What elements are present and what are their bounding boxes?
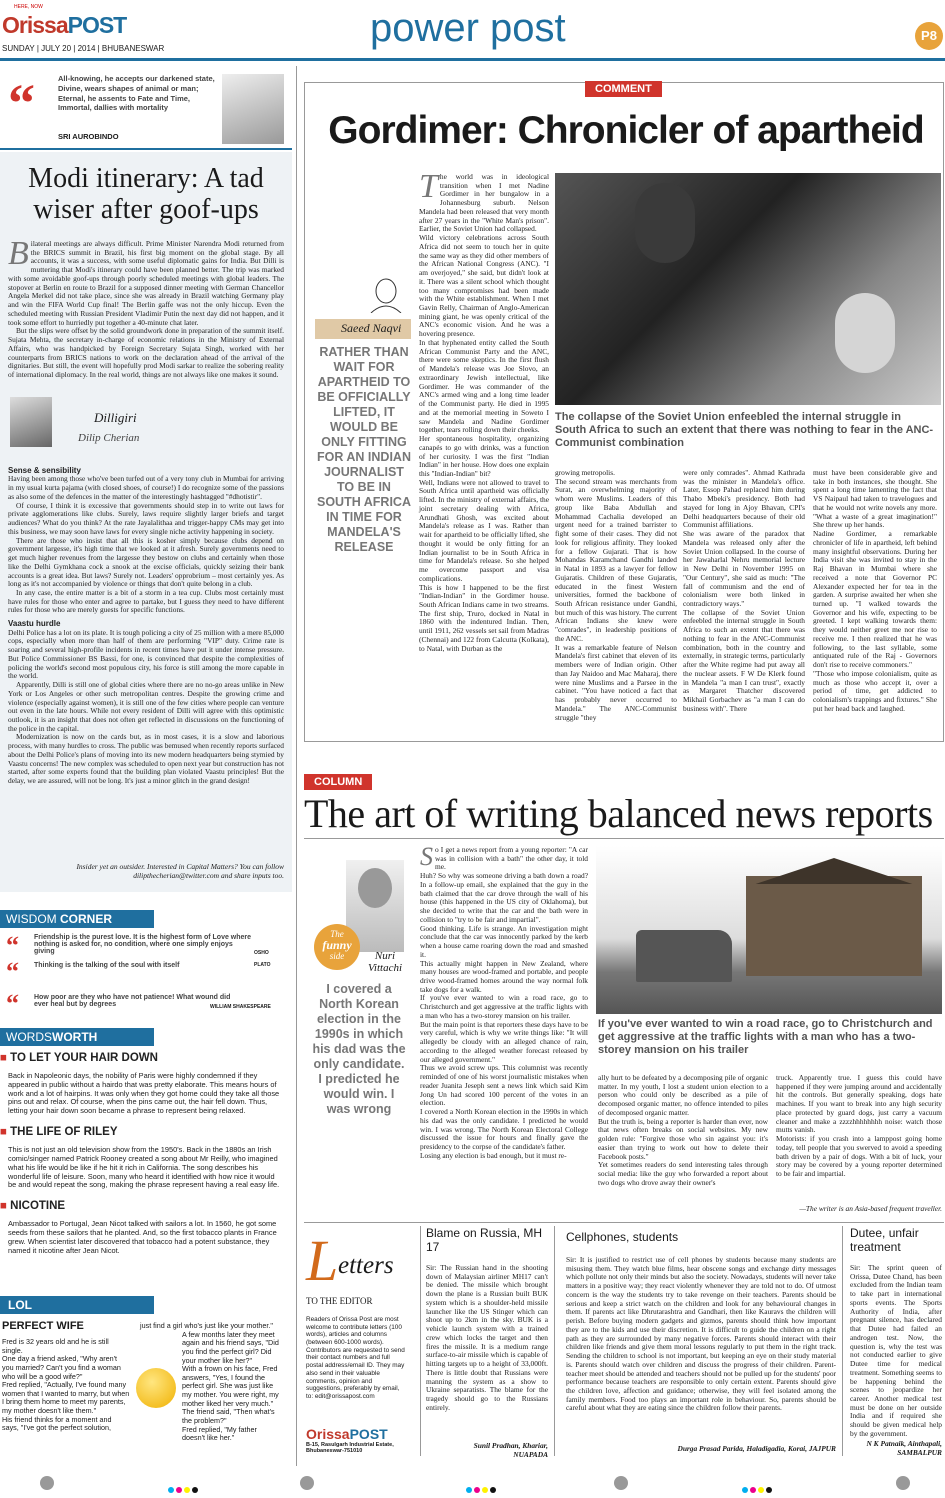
letters-address: B-15, Rasulgarh Industrial Estate, Bhubaneswar-751010	[306, 1442, 394, 1454]
news-headline: The art of writing balanced news reports	[304, 791, 933, 836]
wisdom-item: “ Thinking is the talking of the soul with itself PLATO	[6, 957, 271, 986]
letters-section-rule	[304, 1222, 944, 1223]
print-registration-bar	[0, 1472, 945, 1497]
letter-2-title: Cellphones, students	[566, 1230, 679, 1244]
divider	[0, 148, 292, 150]
letter-3-body: Sir: The sprint queen of Orissa, Dutee Chand, has been excluded from the Indian team to take part in international sports events. The Sports Authority of India, after pregnant silence, has declared that Dutee had failed an androgen test. Now, the question is, why the test was not conducted earlier to give Dutee time for medical treatment. Something seems to be happening behind the scenes to jeopardize her career. Another medical test must be done on her outside India and if required she should be given medical help by the government.	[850, 1263, 942, 1438]
letter-3-title: Dutee, unfair treatment	[850, 1226, 919, 1255]
lol-col-2: just find a girl who's just like your mother." A few months later they meet again and his friend says, "Did you find the perfect girl? Did your mother like her?" With a frown on his face, Fred answers, "Yes, I found the perfect girl. She was just like my mother. You were right, my mother liked her very much." The friend said, "Then what's the problem?" Fred replied, "My father doesn't like her."	[140, 1321, 279, 1443]
quote-box	[0, 70, 290, 148]
wisdom-corner-header: WISDOM CORNER	[0, 910, 154, 928]
phrase-title: ■ TO LET YOUR HAIR DOWN	[0, 1052, 158, 1064]
gordimer-article	[304, 82, 944, 742]
column-name: Dilligiri	[94, 410, 137, 425]
news-col-3: truck. Apparently true. I guess this could have happened if they were jumping around and accidentally hit the controls. But generally speaking, dogs hate machines. If you want to break into any high security place protected by guard dogs, just carry a vacuum cleaner and make a zzzzhhhhhhhh noise: watch those mutts vanish. Motorists: if you crash into a lamppost going home today, tell people that you swerved to avoid a speeding bath driven by a pair of dogs. With a bit of luck, your story may be covered by a young reporter determined to be fair and impartial.	[776, 1073, 942, 1179]
dilip-cherian-portrait	[10, 397, 52, 447]
brand-logo: OrissaPOST	[2, 12, 127, 38]
letters-title-rest: etters	[338, 1252, 394, 1279]
lol-header: LOL	[0, 1296, 154, 1314]
gordimer-author: Saeed Naqvi	[341, 321, 402, 335]
quote-mark-icon: “	[6, 931, 19, 960]
mandela-gordimer-photo	[555, 173, 941, 405]
quote-text: All-knowing, he accepts our darkened state, Divine, wears shapes of animal or man; Eternal, he assents to Fate and Time, Immortal, dallies with mortality	[58, 74, 215, 113]
funny-side-badge: The funny side	[314, 924, 360, 970]
phrase-body: This is not just an old television show from the 1950's. Back in the 1880s an Irish comic/singer named Patrick Rooney created a song about Mr Reilly, who imagined what his life would be like if he hit it rich in California. The song describes his wonderful life of leisure. Soon, many who heard it identified with how nice it would be and would repeat the song, making the phrase represent having a real easy life.	[8, 1144, 280, 1190]
gordimer-pullquote: RATHER THAN WAIT FOR APARTHEID TO BE OFFICIALLY LIFTED, IT WOULD BE ONLY FITTING FOR AN INDIAN JOURNALIST TO BE IN SOUTH AFRICA IN TIME FOR MANDELA'S RELEASE	[317, 345, 411, 554]
letters-subtitle: TO THE EDITOR	[306, 1296, 373, 1306]
registration-mark-icon	[40, 1476, 54, 1490]
letter-1-body: Sir: The Russian hand in the shooting down of Malaysian airliner MH17 can't be denied. The missile which brought down the plane is a Russian built BUK system which is a shoulder-held missile launcher like the US Stinger which can shoot up to 2km in the sky. BUK is a vehicle launch system with a trained crew which locks the target and then fires the missile. It is a medium range surface-to-air missile which is capable of hitting targets up to a height of 33,000ft. There is little doubt that Russians were manning the system as a show to Ukraine separatists. The blame for the tragedy should go to the Russians entirely.	[426, 1263, 548, 1412]
divider	[554, 1226, 555, 1456]
truck-house-trailer-photo	[596, 846, 942, 1014]
modi-footer: Insider yet an outsider. Interested in Capital Matters? You can follow dilipthecherian@twitter.com and share inputs too.	[76, 862, 284, 880]
color-dots	[466, 1480, 498, 1498]
news-col-1: So I get a news report from a young reporter: "A car was in collision with a bath" the other day, it told me. Huh? So why was someone driving a bath down a road? In a follow-up email, she explained that the guy in the bath claimed that the car drove through the wall of his house (this happened in the US city of Oklahoma), but she decided to write that the car and the bath were in collision to "try to be fair and impartial". Good thinking. Life is strange. An investigation might conclude that the car was innocently parked by the kerb when a house came roaring down the road and smashed it. This actually might happen in New Zealand, where many houses are wood-framed and portable, and people drive wood-framed homes around the way normal folk take dogs for a walk. If you've ever wanted to win a road race, go to Christchurch and get aggressive at the traffic lights with a man who has a two-storey mansion on his trailer. But the main point is that reporters these days have to be very careful, which is why we write things like: "It will allegedly be cloudy with an alleged chance of rain, according to the alleged weather forecast released by our alleged government." Thus we avoid screw ups. This columnist was recently reminded of one of his worst journalistic mistakes when reader Juanita Jeseph sent a news link which said Kim Jong Un had scored 100 percent of the votes in an election. I covered a North Korean election in the 1990s in which his dad was the only candidate. I predicted he would win. I was wrong. The North Korean Electoral College discussed the issue for hours and finally gave the presidency to the corpse of the candidate's father. Losing any election is bad enough, but it must re-	[420, 842, 588, 1160]
color-dots	[742, 1480, 774, 1498]
letter-1-signature: Sunil Pradhan, Khariar, NUAPADA	[473, 1441, 548, 1459]
quote-mark-icon: “	[8, 73, 35, 133]
phrase-body: Back in Napoleonic days, the nobility of Paris were highly condemned if they appeared in public without a hairdo that was pretty elaborate. This means hours of work and a lot of hairpins. It was only when they got home could they take all those pins out and relax. Of course, when the pins came out, the hair fell down. Thus, letting your hair down soon became a phrase to represent being relaxed.	[8, 1070, 280, 1116]
registration-mark-icon	[614, 1476, 628, 1490]
color-dots	[168, 1480, 200, 1498]
quote-mark-icon: “	[6, 989, 19, 1018]
wisdom-item: “ Friendship is the purest love. It is the highest form of Love where nothing is asked for, no condition, where one simply enjoys giving OSHO	[6, 931, 269, 960]
saeed-naqvi-portrait	[361, 273, 411, 313]
gordimer-headline: Gordimer: Chronicler of apartheid	[328, 109, 924, 152]
section-title: power post	[370, 6, 566, 50]
wordsworth-header: WORDSWORTH	[0, 1028, 154, 1046]
letters-title: L	[306, 1228, 339, 1293]
news-credit: —The writer is an Asia-based frequent traveller.	[799, 1204, 942, 1213]
comment-tag: COMMENT	[585, 81, 662, 97]
gordimer-col-2: growing metropolis. The second stream was merchants from Surat, an overwhelming majority of whom were Muslims. Leaders of this group like Baba Abdullah and Mohammad Cachalia developed an urgent need for a trained barrister to fight some of their cases. They did not look for religious affinity. They looked for a fellow Gujarati. That is how Mohandas Karamchand Gandhi landed in Natal in 1893 as a lawyer for fellow Gujaratis. Children of these Gujaratis, educated in the finest Western universities, formed the backbone of South African resistance under Gandhi, but much of this was history. The current African Indians she knew were "comrades", in leadership positions of the ANC. It was a remarkable feature of Nelson Mandela's first cabinet that eleven of its members were of Indian origin. Other than Jay Naidoo and Mac Maharaj, there were nine Muslims and a Parsee in the cabinet. "You have noticed a fact that has probably never occurred to Mandela." The ANC-Communist struggle "they	[555, 468, 677, 722]
wisdom-item: “ How poor are they who have not patience! What wound did ever heal but by degrees WILLIAM SHAKESPEARE	[6, 989, 271, 1018]
column-author: Dilip Cherian	[78, 432, 140, 444]
letter-2-body: Sir: It is justified to restrict use of cell phones by students because many students are misusing them. They watch blue films, hear obscene songs and exchange dirty messages which pollute not only their minds but also the society. Nowadays, students will never take matters in a positive way; they react violently whenever they are told not to do. Of utmost concern is the way the students try to take revenge on their teachers. Parents should be serious and keep a strict watch on the children and look for any behavioural changes in them. If parents act like Dhrutarashtra and Gandhari, then like Kauravs the children will perish. Before buying modern gadgets and gizmos, parents should think how important they are to the kids and use their discretion. It is difficult to guide the children on a right path as they are surrounded by many negative forces. Parents should interact with their children like friends and give them moral lessons regularly to put them in the right track. Sending the children to school is not important, but keeping an eye on their study material is. Parents should watch over children and discuss the progress of their children. Parent-teacher meet should be attended and teachers should not be pulled up for the students' poor performance because teachers are responsible to only certain extent. Parents should give the children love, affection and guidance; otherwise, they will feel isolated among the family members. Food too plays an important role in behaviour. So, parents should be careful about what they are eating since the children follow their parents.	[566, 1255, 836, 1413]
modi-headline: Modi itinerary: A tad wiser after goof-ups	[28, 163, 264, 225]
modi-body-1: Bilateral meetings are always difficult. Prime Minister Narendra Modi returned from the BRICS summit in Brazil, his first big moment on the global stage. By all accounts, it was a success, with some useful diplomatic gains for India. But Dilli is muttering that Modi's itinerary could have been planned better. The trip was marked with some avoidable goof-ups through poorly scheduled meetings with global leaders. The stopover at Berlin en route to Brazil for a supposed dinner meeting with German Chancellor Angela Merkel did not take place, since she was already in Brazil watching Germany play and win the FIFA World Cup final! The Berlin gaffe was not the only hiccup. Even the scheduled meeting with Russian President Vladimir Putin the next day did not happen, and it took some effort to hurriedly put together a 40-minute chat later. But the slips were offset by the solid groundwork done in preparation of the summit itself. Sujata Mehta, the secretary in-charge of economic relations in the Ministry of External Affairs, who was handpicked by Foreign Secretary Sujata Singh, worked with her counterparts from BRICS nations to work on the declaration ahead of the arrival of the dignitaries. But still, the event will hopefully prod Modi sarkar to realize the sobering reality of international diplomacy. In the real world, things are not always like one makes it sound.	[8, 235, 284, 380]
gordimer-col-4: must have been considerable give and take in both instances, she thought. She spent a long time lamenting the fact that VS Naipaul had taken to travelogues and that he would not write novels any more. "What a waste of a great imagination!" She threw up her hands. Nadine Gordimer, a remarkable chronicler of life in apartheid, left behind many insightful observations. During her India visit she was invited to stay in the Raj Bhavan in Mumbai where she received a note that Governor PC Alexander expected her for tea in the garden. A surprise awaited her when she turned up. "I walked towards the Governor and his wife, expecting to be greeted. I kept walking towards them: they would neither greet me nor rise to receive me. I then realized that he was following, to the last syllable, some antiquated rule of the Raj - Governors don't rise to receive commoners." "Those who impose colonialism, quite as much as those who accept it, over a period of time, get addicted to colonialism's trappings and fixtures." She put her head back and laughed.	[813, 468, 937, 713]
masthead-rule	[0, 58, 945, 61]
lol-col-1: Fred is 32 years old and he is still single. One day a friend asked, "Why aren't you married? Can't you find a woman who will be a good wife?" Fred replied, "Actually, I've found many women that I wanted to marry, but when I bring them home to meet my parents, my mother doesn't like them." His friend thinks for a moment and says, "I've got the perfect solution,	[2, 1337, 130, 1433]
phrase-title: ■ THE LIFE OF RILEY	[0, 1126, 118, 1139]
quote-mark-icon: “	[6, 957, 19, 986]
wordsworth-content	[0, 1050, 284, 1256]
dateline: SUNDAY | JULY 20 | 2014 | BHUBANESWAR	[2, 44, 165, 53]
page-number-badge: P8	[915, 22, 943, 50]
lol-title: PERFECT WIFE	[2, 1320, 84, 1332]
phrase-title: ■ NICOTINE	[0, 1200, 66, 1213]
brand-tagline: HERE, NOW	[14, 4, 43, 10]
letters-logo: OrissaPOST	[306, 1426, 388, 1442]
letter-1-title: Blame on Russia, MH 17	[426, 1226, 543, 1255]
letters-info: Readers of Orissa Post are most welcome to contribute letters (100 words), articles and columns (between 600-1000 words). Contributors are requested to send their contact numbers and full postal address/email ID. They may also send in their valuable comments, opinion and suggestions, preferably by email, to: edit@orissapost.com	[306, 1316, 405, 1400]
divider	[420, 1226, 421, 1456]
modi-article	[0, 152, 292, 892]
divider	[296, 66, 297, 1466]
aurobindo-portrait	[222, 74, 284, 144]
letter-3-signature: N K Patnaik, Ainthapali, SAMBALPUR	[866, 1439, 942, 1457]
quote-author: SRI AUROBINDO	[58, 132, 119, 141]
divider	[842, 1226, 843, 1456]
news-photo-caption: If you've ever wanted to win a road race, go to Christchurch and get aggressive at the traffic lights with a man who has a two-storey mansion on his trailer	[598, 1018, 933, 1057]
news-headline-rule	[304, 838, 944, 839]
wisdom-list	[0, 932, 280, 1026]
phrase-body: Ambassador to Portugal, Jean Nicot talked with sailors a lot. In 1560, he got some seeds from these sailors that he planted. And, so the first tobacco plants in France grew. When scientist later discovered that tobacco had a potent substance, they named it nicotine after Jean Nicot.	[8, 1219, 277, 1255]
news-pullquote: I covered a North Korean election in the 1990s in which his dad was the only candidate. I predicted he would win. I was wrong	[312, 982, 406, 1116]
gordimer-col-3: were only comrades". Ahmad Kathrada was the minister in Mandela's office. Later, Essop Pahad replaced him during Thabo Mbeki's presidency. Both had stayed for long in Ajoy Bhavan, CPI's Delhi headquarters because of their old Communist affiliations. She was aware of the paradox that Mandela was released only after the Soviet Union collapsed. In the course of her Jawaharlal Nehru memorial lecture in New Delhi in November 1995 on "Our Century", she said as much: "The fall of communism and the end of colonialism were both linked in contradictory ways." The collapse of the Soviet Union enfeebled the internal struggle in South Africa to such an extent that there was nothing to fear in the ANC-Communist combination, both in the country and externally, in strategic terms, particularly after the White regime had put away all the nuclear assets. F W De Klerk found in Mandela "a man I can trust", exactly as Margaret Thatcher discovered Mikhail Gorbachev as "a man I can do business with". There	[683, 468, 805, 713]
column-tag: COLUMN	[304, 774, 372, 790]
news-author: Nuri Vittachi	[368, 950, 403, 975]
modi-body-2: Sense & sensibility Having been among those who've been turfed out of a very tony club in Mumbai for arriving in my usual kurta pajama (with closed shoes, of course!) I do recognize some of the passions as also some of the defences in the matter of the interestingly hashtagged "#dhotistir". Of course, I think it is excessive that governments should step in to write out laws for private agglomerations like clubs. Surely, laws require slightly larger briefs and target audiences? What do you think? At the rate Jayalalithaa and trigger-happy CMs may get into this business, we may soon have laws for every single niche activity happening in society. There are those who insist that all this is kosher simply because clubs depend on government largesse, it's high time that we looked at it afresh. Surely governments need to get much higher revenues from the largesse they bestow on clubs and certainly when those like the Delhi Gymkhana cock a snook at the excise officials, quickly seizing their bank accounts is a great idea. But laws? Surely not. Leaders' opprobrium – most certainly yes. As long as it's not accompanied by violence or things that don't quite belong in a club. In any case, the entire matter is a bit of a storm in a tea cup. Clubs most certainly must have rules for those who enter and agree to partake, but I guess they need to have different rules for those who are merely guests for specific functions. Vaastu hurdle Delhi Police has a lot on its plate. It is tough policing a city of 25 million with a mere 85,000 cops, especially when more than half of them are performing "VIP" duty. Crime rate is soaring and several high-profile incidents in recent times have put it under intense pressure. But Police Commissioner BS Bassi, for one, is convinced that despite the complexities of policing the world's second most populous city, his force is still among the more capable in the world. Apparently, Dilli is still one of global cities where there are no no-go areas unlike in New York or Los Angeles or other such metropolitan centres. Despite the growing crime and violence (especially against women), it is still one of the few cities where people can venture out even in the late hours. While not every resident of Dilli will agree with this optimistic outlook, it is an insight that does not often get reflected in discussions on the functioning of the police in the capital. Modernization is now on the cards but, as in most cases, it is a slow and laborious process, with many hurdles to cross. The public was bemused when recently reports surfaced about the Delhi Police's plans of moving into its new modern headquarters being stymied by Vaastu concerns! The new complex was scheduled to open next year but construction has not started, after some experts found that the building plan violated Vaastu principles! But the delay, we are assured, will not be long. It's just a minor glitch in the grand design!	[8, 466, 284, 786]
masthead	[0, 0, 945, 62]
gordimer-col-1: The world was in ideological transition when I met Nadine Gordimer in her bungalow in a Johannesburg suburb. Nelson Mandela had been released that very month after 27 years in the "White Man's prison". Earlier, the Soviet Union had collapsed. Wild victory celebrations across South Africa did not seem to touch her in quite the same way as they did other members of the African National Congress (ANC). "I am overjoyed," she said, but didn't look at it. There was a silent school which thought too many compromises had been made with the White establishment. When I met Gavin Relly, Chairman of Anglo-American mining giant, he was openly critical of the ANC's economic vision. And he was a hovering presence. In that hyphenated entity called the South African Communist Party and the ANC, there were some skeptics. In the first flush of Mandela's release was Joe Slovo, an extraordinary Jewish intellectual, like Gordimer. He was commander of the ANC's armed wing and a long time leader of the Communist party. He died in 1995 and at the memorial meeting in Soweto I saw Mandela and Nadine Gordimer together, tears rolling down their cheeks. Her spontaneous hospitality, organizing canapés to go with drinks, was a function of her curiosity. I was the first "Indian Indian" in her house. How does one explain this "Indian-Indian" bit? Well, Indians were not allowed to travel to South Africa until apartheid was officially lifted. In the ministry of external affairs, the joint secretary dealing with Africa, Arundhati Ghosh, was excited about Mandela's release as I was. Rather than wait for apartheid to be officially lifted, she thought it would be only fitting for an Indian journalist to be in South Africa in time for Mandela's release. So she helped me overcome passport and visa complications. This is how I happened to be the first "Indian-Indian" in the Gordimer house. South African Indians came in two streams. The first ship, Truro, docked in Natal in 1860 with the indentured Indian. Then, until 1911, 262 vessels set sail from Madras (Chennai) and 122 from Calcutta (Kolkata), to Natal, with Durban as the	[419, 168, 549, 653]
registration-mark-icon	[300, 1476, 314, 1490]
registration-mark-icon	[896, 1476, 910, 1490]
letter-2-signature: Durga Prasad Parida, Haladigadia, Korai, JAJPUR	[677, 1444, 836, 1453]
photo-caption: The collapse of the Soviet Union enfeebled the internal struggle in South Africa to such an extent that there was nothing to fear in the ANC-Communist combination	[555, 411, 934, 450]
news-col-2: ally hurt to be defeated by a decomposing pile of organic matter. In my youth, I lost a student union election to a person who could only be described as a pile of decomposed organic matter, no offence intended to piles of decomposed organic matter. But the truth is, being a reporter is harder than ever, now that news often breaks on social websites. My new golden rule: "Forgive those who sin against you: it's easier than trying to work out how to delete their Facebook posts." Yet sometimes readers do send interesting tales through social media: like the guy who forwarded a report about two dogs who drove away their owner's	[598, 1073, 768, 1187]
